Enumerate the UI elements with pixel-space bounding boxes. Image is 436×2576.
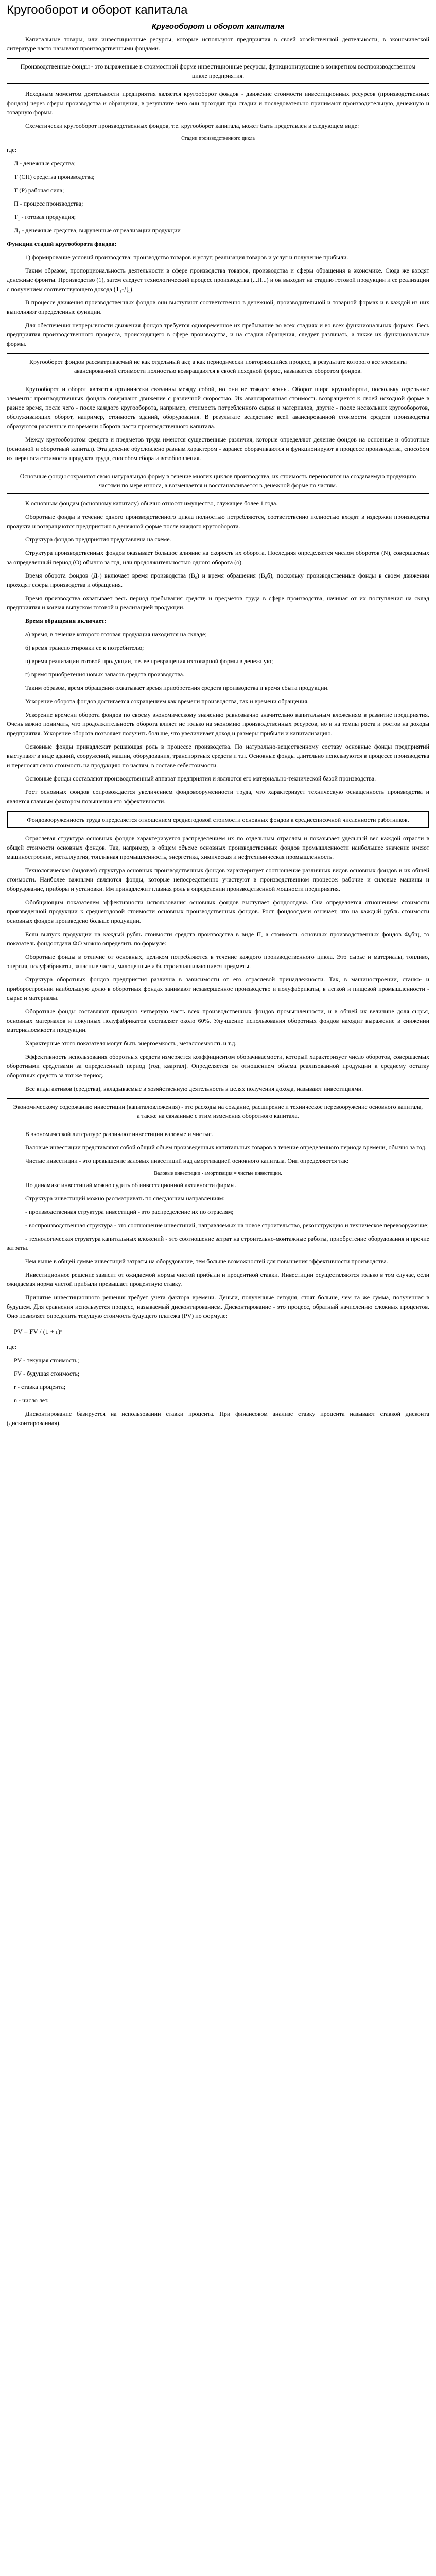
paragraph-investment-6: Инвестиционное решение зависит от ожидаемой нормы чистой прибыли и процентной ставки. Инвестиции осуществляются только в том случае, если ожидаемая норма чистой прибыли превышает процентную ставку. xyxy=(7,1271,429,1288)
pv-legend-heading: где: xyxy=(7,1343,17,1350)
paragraph-stages: Кругооборот и оборот является органически связанны между собой, но они не тождественны. Оборот шире кругооборота, поскольку отдельные элементы производственных фондов совершают движение с различной скоростью. Их авансированная стоимость возвращается к своей исходной форме в разное время, после чего - после каждого кругооборота, например, стоимость потребленного сырья и материалов, другие - после нескольких кругооборотов, обслуживающих оборот, например, стоимость зданий, оборудования. В результате вследствие всей авансированной стоимости средств производства образуются различные по времени оборота части производственного капитала. xyxy=(7,385,429,430)
paragraph-final: Дисконтирование базируется на использовании ставки процента. При финансовом анализе ставку процента называют ставкой дисконта (дисконтированная). xyxy=(7,1410,429,1427)
definition-text: Основные фонды сохраняют свою натуральную форму в течение многих циклов производства, их стоимость переносится на создаваемую продукцию частями по мере износа, а возмещается и восстанавливается в денежной форме по частям. xyxy=(20,472,416,489)
scheme-caption: Стадии производственного цикла xyxy=(181,135,255,142)
definition-text: Производственные фонды - это выраженные в стоимостной форме инвестиционные ресурсы, функционирующие в конкретном воспроизводственном цикле предприятия. xyxy=(20,63,416,80)
paragraph-ratio: Если выпуск продукции на каждый рубль стоимости средств производства в виде П, а стоимость основных производственных фондов Ф₀бщ, то показатель фондоотдачи ФО можно определить по формуле: xyxy=(7,930,429,947)
paragraph-investment-4: По динамике инвестиций можно судить об инвестиционной активности фирмы. xyxy=(25,1181,236,1189)
investment-structure-item: - технологическая структура капитальных вложений - это соотношение затрат на строительно-монтажные работы, приобретение оборудования и прочие затраты. xyxy=(7,1235,429,1252)
circulation-time-item: г) время приобретения новых запасов средств производства. xyxy=(25,671,185,679)
paragraph-discounting: Принятие инвестиционного решения требует учета фактора времени. Деньги, полученные сегодня, стоят больше, чем та же сумма, полученная в будущем. Для сравнения используется процесс, называемый дисконтированием. Дисконтирование - это процесс, обратный начислению сложных процентов. Оно позволяет определить текущую стоимость будущего платежа (PV) по формуле: xyxy=(7,1294,429,1320)
investment-structure-item: - производственная структура инвестиций - это распределение их по отраслям; xyxy=(25,1208,234,1216)
functions-item: В процессе движения производственных фондов они выступают соответственно в денежной, производительной и товарной формах и в каждой из них выполняют определенные функции. xyxy=(7,299,429,316)
paragraph-intro: Капитальные товары, или инвестиционные ресурсы, которые используют предприятия в своей хозяйственной деятельности, в экономической литературе часто называют производственными фондами. xyxy=(7,36,429,53)
legend-item: Д₁ - денежные средства, вырученные от реализации продукции xyxy=(14,227,181,234)
paragraph-two-parts: Между кругооборотом средств и предметов труда имеются существенные различия, которые определяют деление фондов на основные и оборотные (основной и оборотный капитал). Эта деление обусловлено разным характером - заранее оборачиваются и функционируют в процессе производства, способом их переноса стоимости продукта труда, способом сбора и возобновления. xyxy=(7,436,429,462)
pv-legend-item: PV - текущая стоимость; xyxy=(14,1356,79,1364)
circulation-time-item: в) время реализации готовой продукции, т.е. ее превращения из товарной формы в денежную; xyxy=(25,657,273,665)
paragraph-efficiency: Обобщающим показателем эффективности использования основных фондов выступает фондоотдача. Она определяется отношением стоимости произведенной продукции к среднегодовой стоимости основных производственных фондов. Рост фондоотдачи означает, что на каждый рубль стоимости основных фондов произведено больше продукции. xyxy=(7,899,429,925)
paragraph-fixed-2: Оборотные фонды в течение одного производственного цикла полностью потребляются, соответственно полностью входят в издержки производства продукта и возвращаются предприятию в денежной форме после каждого кругооборота. xyxy=(7,513,429,530)
paragraph-circulation: Исходным моментом деятельности предприятия является кругооборот фондов - движение стоимости инвестиционных ресурсов (производственных фондов) через сферы производства и обращения, в результате чего они проходят три стадии и последовательно принимают производительную, денежную и товарную формы. xyxy=(7,90,429,116)
paragraph-fixed-definition: Основные фонды принадлежат решающая роль в процессе производства. По натурально-вещественному составу основные фонды предприятий выступают в виде зданий, сооружений, машин, оборудования, транспортных средств и т.п. Основные фонды длительно используются в процессе производства и переносят свою стоимость на продукцию по частям, в составе себестоимости. xyxy=(7,743,429,769)
paragraph-time-4: Ускорение оборота фондов достигается сокращением как времени производства, так и времени обращения. xyxy=(25,698,309,705)
circulation-time-item: а) время, в течение которого готовая продукция находится на складе; xyxy=(25,631,207,638)
functions-item: 1) формирование условий производства: производство товаров и услуг; реализация товаров и услуг и получение прибыли. xyxy=(25,253,348,261)
paragraph-turnover-2: Эффективность использования оборотных средств измеряется коэффициентом оборачиваемости, который характеризует число оборотов, совершаемых оборотными средствами за определенный период (год, квартал). Определяется он отношением объема реализованной продукции к среднему остатку оборотных средств за тот же период. xyxy=(7,1053,429,1079)
investment-structure-item: - воспроизводственная структура - это соотношение инвестиций, направляемых на новое строительство, реконструкцию и техническое перевооружение; xyxy=(25,1222,429,1229)
paragraph-investment-structure: Структура инвестиций можно рассматривать по следующим направлениям: xyxy=(25,1195,225,1202)
paragraph-fixed-role: Основные фонды составляют производственный аппарат предприятия и являются его материально-технической базой производства. xyxy=(25,775,376,783)
paragraph-industry-structure: Отраслевая структура основных фондов характеризуется распределением их по отдельным отраслям и показывает удельный вес каждой отрасли в общей стоимости основных фондов. Так, например, в общем объеме основных производственных фондов промышленности наибольшее значение имеют машиностроение, металлургия, топливная промышленность, энергетика, химическая и нефтехимическая промышленность. xyxy=(7,835,429,861)
paragraph-investment-5: Чем выше в общей сумме инвестиций затраты на оборудование, тем больше возможностей для повышения эффективности производства. xyxy=(25,1258,388,1265)
legend-item: Т (СП) средства производства; xyxy=(14,173,95,181)
functions-item: Таким образом, пропорциональность деятельности в сфере производства товаров, производства и сферы обращения в экономике. Сюда же входят денежные фронты. Производство (1), затем следует технологический процесс производства (...П...) и он выходит на стадию готовой продукции и ее реализации с получением соответствующего дохода (Т₁-Д₁). xyxy=(7,267,429,293)
paragraph-time-2: Время производства охватывает весь период пребывания средств и предметов труда в сфере производства, начиная от их поступления на склад предприятия и кончая выпуском готовой и реализацией продукции. xyxy=(7,595,429,612)
paragraph-time-3: Таким образом, время обращения охватывает время приобретения средств производства и время сбыта продукции. xyxy=(25,684,329,692)
paragraph-time-1: Время оборота фондов (Д₀) включает время производства (В₀) и время обращения (В₀б), поскольку производственные фонды в своем движении проходят сферы производства и обращения. xyxy=(7,572,429,589)
paragraph-investment-1: В экономической литературе различают инвестиции валовые и чистые. xyxy=(25,1130,213,1138)
paragraph-fixed-1: К основным фондам (основному капиталу) обычно относят имущество, служащее более 1 года. xyxy=(25,500,278,507)
paragraph-scheme-intro: Схематически кругооборот производственных фондов, т.е. кругооборот капитала, может быть представлен в следующем виде: xyxy=(25,122,359,130)
definition-text: Кругооборот фондов рассматриваемый не как отдельный акт, а как периодически повторяющийся процесс, в результате которого все элементы авансированной стоимости полностью возвращаются в своей исходной форме, называется оборотом фондов. xyxy=(29,358,407,375)
circulation-time-heading: Время обращения включает: xyxy=(25,617,107,625)
functions-heading: Функции стадий кругооборота фондов: xyxy=(7,240,117,248)
paragraph-continuity: Для обеспечения непрерывности движения фондов требуется одновременное их пребывание во всех стадиях и во всех функциональных формах. Весь предприятия производственного процесса, происходящего в сфере производства, и на стадии обращения, следует различать, а также их функциональные формы. xyxy=(7,321,429,348)
paragraph-investment-3: Чистые инвестиции - это превышение валовых инвестиций над амортизацией основного капитала. Они определяются так: xyxy=(25,1157,349,1165)
paragraph-working-structure: Структура оборотных фондов предприятия различна в зависимости от его отраслевой принадлежности. Так, в машиностроении, станко- и приборостроении наибольшую долю в оборотных фондах занимают незавершенное производство и полуфабрикаты, в легкой и пищевой промышленности - сырье и материалы. xyxy=(7,976,429,1002)
present-value-formula: PV = FV / (1 + r)ⁿ xyxy=(14,1328,63,1336)
document-title: Кругооборот и оборот капитала xyxy=(151,22,285,31)
paragraph-structure: Структура фондов предприятия представлена на схеме. xyxy=(25,536,171,544)
pv-legend-item: FV - будущая стоимость; xyxy=(14,1369,80,1377)
definition-box-funds xyxy=(7,58,429,84)
definition-box-cycle xyxy=(7,353,429,379)
paragraph-turnover-3: Все виды активов (средства), вкладываемые в хозяйственную деятельность в целях получения дохода, называют инвестициями. xyxy=(25,1085,363,1093)
paragraph-turnover: Характерные этого показателя могут быть энергоемкость, металлоемкость и т.д. xyxy=(25,1040,237,1047)
site-title: Кругооборот и оборот капитала xyxy=(7,3,188,17)
paragraph-speed: Структура производственных фондов оказывает большое влияние на скорость их оборота. Последняя определяется числом оборотов (N), совершаемых за определенный период (О) обычно за год, или продолжительностью одного оборота (о). xyxy=(7,549,429,566)
definition-box-fixed xyxy=(7,468,429,494)
paragraph-investment-2: Валовые инвестиции представляют собой общий объем произведенных капитальных товаров в течение определенного периода времени, обычно за год. xyxy=(25,1144,427,1151)
legend-item: Т (Р) рабочая сила; xyxy=(14,187,64,194)
definition-text: Фондовооруженность труда определяется отношением среднегодовой стоимости основных фондов к среднесписочной численности работников. xyxy=(27,816,409,824)
paragraph-working: Оборотные фонды в отличие от основных, целиком потребляются в течение каждого производственного цикла. Это сырье и материалы, топливо, энергия, полуфабрикаты, запасные части, малоценные и быстроизнашивающиеся предметы. xyxy=(7,953,429,970)
pv-legend-item: n - число лет. xyxy=(14,1396,49,1404)
legend-item: Д - денежные средства; xyxy=(14,160,76,167)
paragraph-acceleration: Ускорение времени оборота фондов по своему экономическому значению равнозначно значительно капитальным вложениям в развитие предприятия. Очень важно понимать, что продолжительность оборота влияет не только на экономию производственных ресурсов, но и на темпы роста и ростов на доходы предприятия. Ускорение оборота позволяет получить больше, что увеличивает доход и размеры прибыли и капитализацию. xyxy=(7,711,429,737)
paragraph-working-use: Оборотные фонды составляют примерно четвертую часть всех производственных фондов промышленности, и в общей их величине доля сырья, основных материалов и покупных полуфабрикатов составляет около 60%. Улучшение использования оборотных фондов находит выражение в снижении материалоемкости продукции. xyxy=(7,1008,429,1034)
circulation-time-item: б) время транспортировки ее к потребителю; xyxy=(25,644,144,652)
definition-box-investment xyxy=(7,1098,429,1124)
paragraph-growth: Рост основных фондов сопровождается увеличением фондовооруженности труда, что характеризует техническую оснащенность производства и является главным фактором повышения его эффективности. xyxy=(7,788,429,805)
definition-box-capital-ratio xyxy=(7,811,429,828)
definition-text: Экономическому содержанию инвестиции (капиталовложения) - это расходы на создание, расширение и техническое перевооружение основного капитала, а также на связанные с этим изменения оборотного капитала. xyxy=(13,1103,423,1120)
legend-heading: где: xyxy=(7,146,17,154)
pv-legend-item: r - ставка процента; xyxy=(14,1383,66,1391)
net-investment-formula: Валовые инвестиции - амортизация = чистые инвестиции. xyxy=(154,1171,282,1177)
legend-item: Т₁ - готовая продукция; xyxy=(14,213,76,221)
paragraph-tech-structure: Технологическая (видовая) структура основных производственных фондов характеризует соотношение различных видов основных фондов и их общей стоимости. Наиболее важными являются фонды, которые непосредственно участвуют в производственном процессе: рабочие и силовые машины и оборудование, приборы и установки. Им принадлежит главная роль в определении производственной мощности предприятия. xyxy=(7,867,429,893)
legend-item: П - процесс производства; xyxy=(14,200,83,208)
